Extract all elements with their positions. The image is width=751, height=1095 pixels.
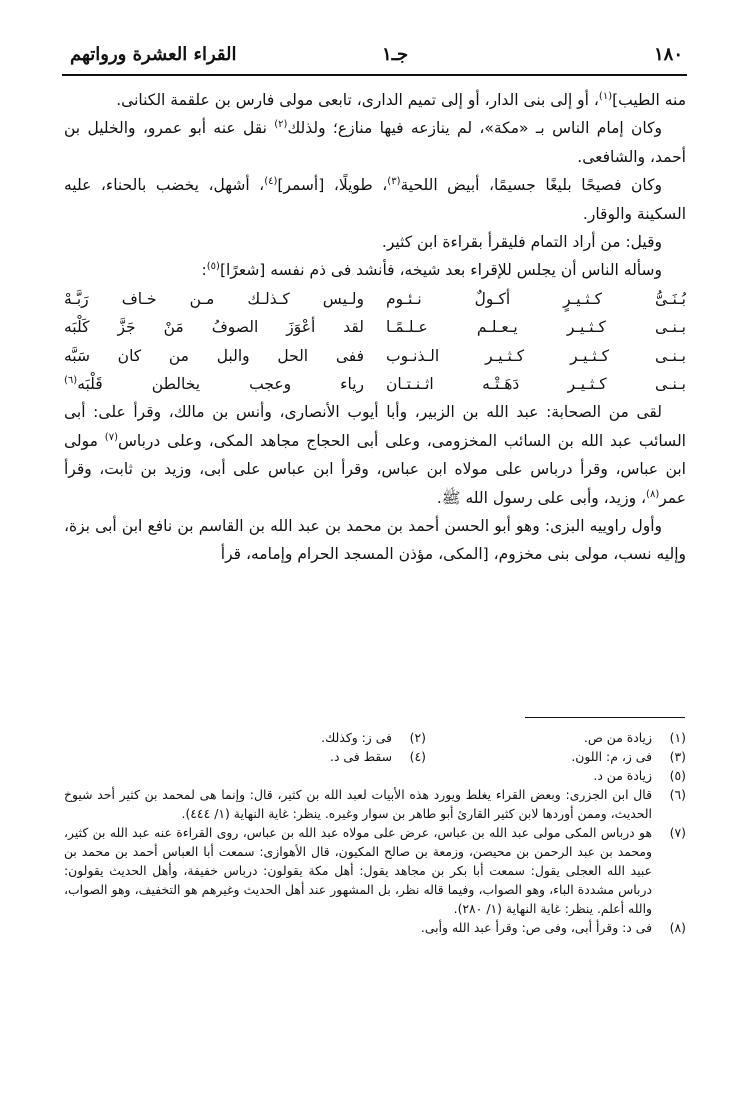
poem-hemistich: لقد أعْوَزَ الصوفُ مَنْ جَزَّ كَلْبَه: [64, 318, 364, 337]
poem-hemistich: رياء وعجب يخالطن قَلْبَه$^{(٦)}$: [64, 375, 364, 394]
poem-hemistich: بـنـى كـثـيـر يـعـلـم عـلـمًـا: [386, 318, 686, 337]
footnote-ref-7: (٧): [104, 431, 118, 443]
poem: [64, 285, 686, 399]
paragraph-7: وأول راوييه البزى: وهو أبو الحسن أحمد بن محمد بن عبد الله بن القاسم بن نافع ابن أبى بزة، وإليه نسب، مولى بنى مخزوم، [المكى، مؤذن المسجد الحرام وإمامه، قرأ: [64, 517, 686, 564]
paragraph-2: وكان إمام الناس بـ «مكة»، لم ينازعه فيها منازع؛ ولذلك$^{(٢)}$ نقل عنه أبو عمرو، والخليل بن أحمد، والشافعى.: [64, 119, 686, 166]
footnote: (٤) سقط فى د.: [330, 749, 426, 764]
poem-verse: [64, 313, 686, 341]
header-volume: جـ١: [382, 44, 409, 65]
footnote: (٦) قال ابن الجزرى: وبعض القراء يغلط ويورد هذه الأبيات لعبد الله بن كثير، قال: وإنما هى لمحمد بن كثير أحد شيوخ الحديث، وممن أوردها لابن كثير القارئ أبو طاهر بن سوار وغيره. ينظر: غاية النهاية (١/ ٤٤٤).: [64, 787, 686, 821]
footnote-ref-3: (٣): [387, 176, 401, 188]
poem-verse: [64, 285, 686, 313]
poem-hemistich: بـنـى كـثـيـر كـثـيـر الـذنـوب: [386, 346, 686, 365]
footnote-ref-2: (٢): [274, 119, 288, 131]
footnote-ref-5: (٥): [206, 261, 220, 273]
paragraph-6: لقى من الصحابة: عبد الله بن الزبير، وأبا أيوب الأنصارى، وأنس بن مالك، وقرأ على: أبى السائب عبد الله بن السائب المخزومى، وعلى أبى الحجاج مجاهد المكى، وعلى درباس$^{(٧)}$ مولى ابن عباس، وقرأ درباس على مولاه ابن عباس، وقرأ ابن عباس على أبى، وزيد بن ثابت، وقرأ عمر$^{(٨)}$، وزيد، وأبى على رسول الله ﷺ.: [64, 403, 686, 507]
footnote-row: [64, 747, 686, 766]
paragraph-5: وسأله الناس أن يجلس للإقراء بعد شيخه، فأنشد فى ذم نفسه [شعرًا]$^{(٥)}$:: [201, 261, 662, 280]
footnote-ref-6: (٦): [64, 375, 78, 387]
poem-verse: [64, 370, 686, 398]
poem-verse: [64, 342, 686, 370]
footnote-ref-8: (٨): [646, 488, 660, 500]
footnote: (٧) هو درباس المكى مولى عبد الله بن عباس، عرض على مولاه عبد الله بن عباس، روى القراءة عنه عبد الله بن كثير، ومحمد بن عبد الرحمن بن محيصن، وزمعة بن صالح المكيون، قال الأهوازى: سمعت أبا العباس أحمد بن محمد بن عبيد الله العجلى يقول: سمعت أبا بكر بن مجاهد يقول: أهل مكة يقولون: درباس خفيفة، وأهل الحديث يقولون: درباس مشددة الباء، وهو الصواب، وفيما قاله نظر، بل المشهور عند أهل الحديث وغيرهم هو التخفيف، وهو الصواب، والله أعلم. ينظر: غاية النهاية (١/ ٢٨٠).: [64, 825, 686, 916]
footnote: (٨) فى د: وقرأ أبى، وفى ص: وقرأ عبد الله وأبى.: [420, 920, 686, 935]
footnote: (٣) فى ز، م: اللون.: [571, 749, 686, 764]
footnotes: [64, 728, 686, 937]
footnote-ref-1: (١): [598, 91, 613, 102]
paragraph-3: وكان فصيحًا بليغًا جسيمًا، أبيض اللحية$^{(٣)}$، طويلًا، [أسمر]$^{(٤)}$، أشهل، يخضب بالحناء، عليه السكينة والوقار.: [64, 176, 686, 223]
footnote-row: [64, 728, 686, 747]
footnote-divider: [525, 717, 685, 718]
poem-hemistich: بُـنَـىُّ كـثـيـرٍ أكـولٌ نـئـوم: [386, 289, 686, 308]
poem-hemistich: بـنـى كـثـيـر دَهَـتْـه اثـنـتـان: [386, 375, 686, 394]
footnote: (١) زيادة من ص.: [583, 730, 686, 745]
footnote: (٥) زيادة من د.: [593, 768, 686, 783]
main-text: [64, 86, 686, 569]
footnote-ref-4: (٤): [264, 176, 278, 188]
header-title: القراء العشرة ورواتهم: [70, 44, 237, 65]
paragraph-1: منه الطيب]$^{(١)}$، أو إلى بنى الدار، أو إلى تميم الدارى، تابعى مولى فارس بن علقمة الكنانى.: [116, 91, 686, 109]
paragraph-4: وقيل: من أراد التمام فليقرأ بقراءة ابن كثير.: [381, 233, 662, 252]
poem-hemistich: ولـيس كـذلـك مـن خـاف رَبَّـهْ: [64, 289, 364, 308]
page-number: ١٨٠: [653, 44, 683, 65]
running-header: [62, 40, 687, 76]
poem-hemistich: ففى الحل والبل من كان سَبَّه: [64, 346, 364, 365]
footnote: (٢) فى ز: وكذلك.: [321, 730, 426, 745]
